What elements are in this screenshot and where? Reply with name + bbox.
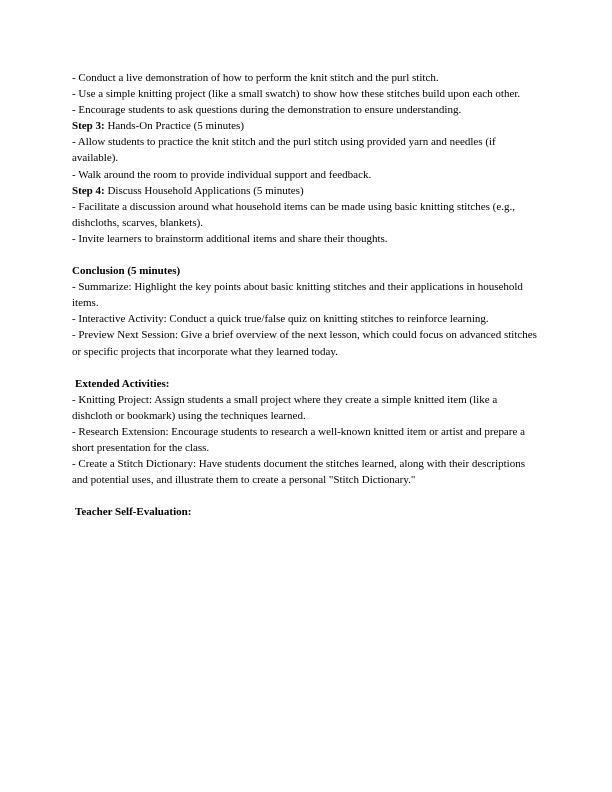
conclusion-item-3: - Preview Next Session: Give a brief overview of the next lesson, which could focus on advanced stitches or specific projects that incorporate what they learned today. <box>72 329 537 358</box>
section-spacer <box>72 247 540 263</box>
step4-item-1: - Facilitate a discussion around what household items can be made using basic knitting stitches (e.g., dishcloths, scarves, blankets). <box>72 200 515 229</box>
step3-title: Hands-On Practice (5 minutes) <box>104 120 244 133</box>
extended-item-2: - Research Extension: Encourage students to research a well-known knitted item or artist and prepare a short presentation for the class. <box>72 425 525 454</box>
conclusion-item-2: - Interactive Activity: Conduct a quick true/false quiz on knitting stitches to reinforce learning. <box>72 313 489 326</box>
conclusion-heading: Conclusion (5 minutes) <box>72 265 181 278</box>
extended-item-1: - Knitting Project: Assign students a small project where they create a simple knitted item (like a dishcloth or bookmark) using the techniques learned. <box>72 393 498 422</box>
step3-label: Step 3: <box>72 120 105 133</box>
conclusion-item-1: - Summarize: Highlight the key points about basic knitting stitches and their applications in household items. <box>72 281 523 310</box>
step3-item-2: - Walk around the room to provide individual support and feedback. <box>72 168 372 181</box>
step4-heading <box>72 183 540 199</box>
teacher-eval-heading: Teacher Self-Evaluation: <box>75 506 192 519</box>
step4-title: Discuss Household Applications (5 minutes) <box>104 184 304 197</box>
extended-item-3: - Create a Stitch Dictionary: Have students document the stitches learned, along with their descriptions and potential uses, and illustrate them to create a personal "Stitch Dictionary." <box>72 458 526 487</box>
section-spacer <box>72 488 540 504</box>
step3-item-1: - Allow students to practice the knit stitch and the purl stitch using provided yarn and needles (if available). <box>72 136 496 165</box>
document-page <box>72 70 540 520</box>
step3-heading <box>72 118 540 134</box>
section-spacer <box>72 360 540 376</box>
step4-label: Step 4: <box>72 184 105 197</box>
intro-item-1: - Conduct a live demonstration of how to perform the knit stitch and the purl stitch. <box>72 72 439 84</box>
intro-item-3: - Encourage students to ask questions during the demonstration to ensure understanding. <box>72 104 462 117</box>
intro-item-2: - Use a simple knitting project (like a small swatch) to show how these stitches build upon each other. <box>72 88 521 101</box>
extended-heading: Extended Activities: <box>75 377 170 390</box>
step4-item-2: - Invite learners to brainstorm additional items and share their thoughts. <box>72 232 388 245</box>
